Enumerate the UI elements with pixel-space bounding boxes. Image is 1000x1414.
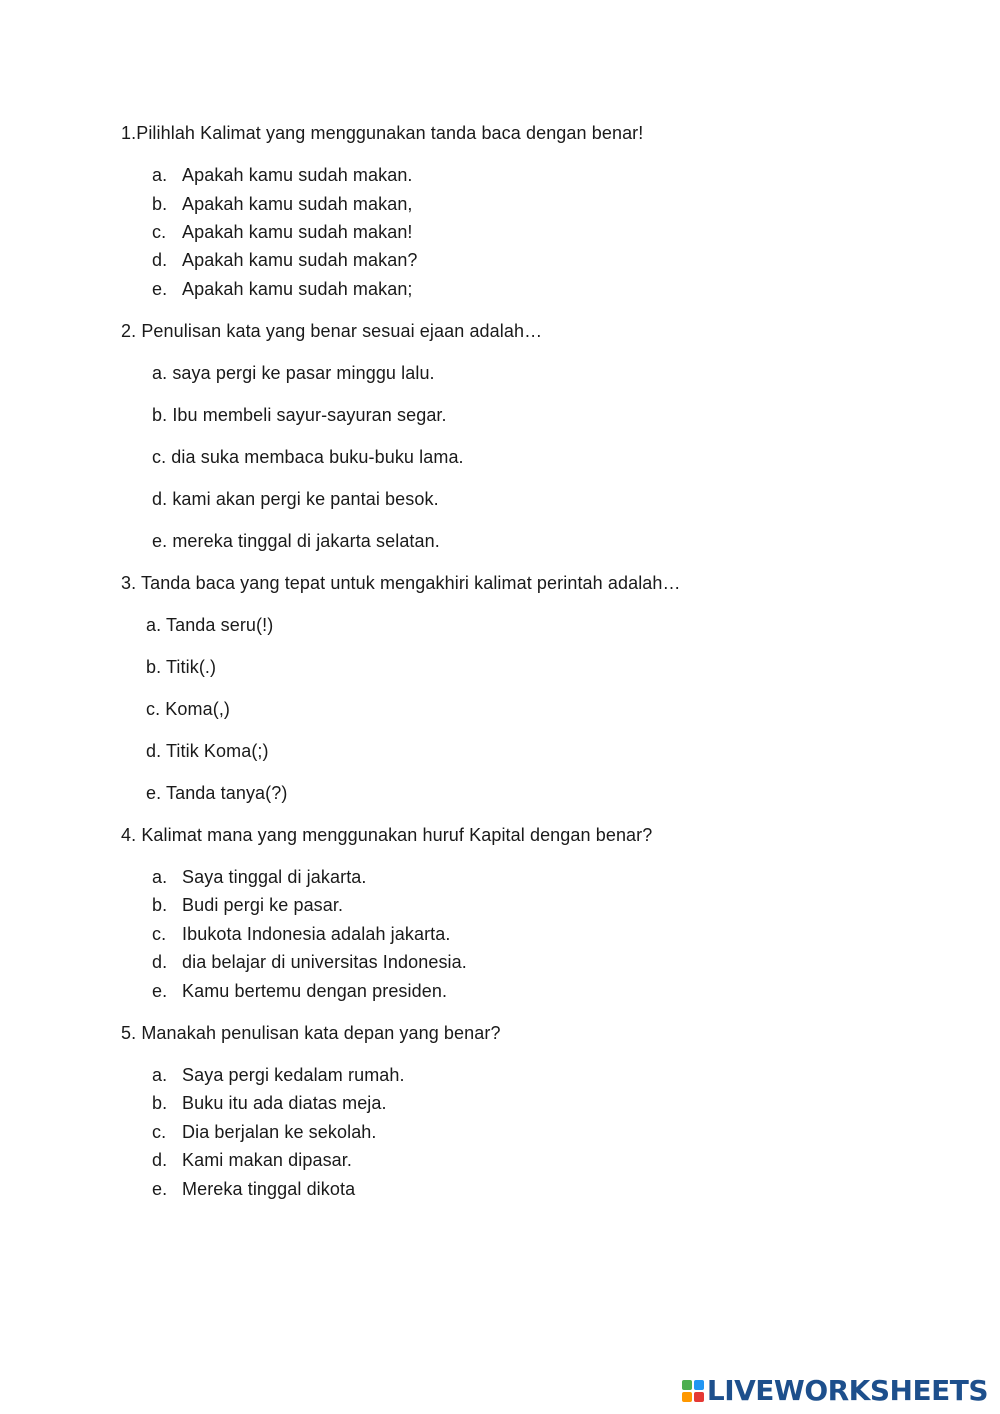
question-2-option-b[interactable]: b. Ibu membeli sayur-sayuran segar.	[152, 405, 447, 425]
option-text: Saya pergi kedalam rumah.	[182, 1065, 405, 1085]
option-text: Apakah kamu sudah makan!	[182, 222, 413, 242]
question-4-option-c[interactable]	[152, 922, 752, 946]
question-3-option-d[interactable]: d. Titik Koma(;)	[146, 741, 269, 761]
question-3-option-b[interactable]: b. Titik(.)	[146, 657, 217, 677]
question-3-prompt: 3. Tanda baca yang tepat untuk mengakhiri kalimat perintah adalah…	[121, 573, 681, 593]
liveworksheets-brand[interactable]	[682, 1374, 988, 1408]
option-letter: b.	[152, 1093, 168, 1113]
option-text: Kami makan dipasar.	[182, 1150, 352, 1170]
option-letter: a.	[152, 1065, 168, 1085]
question-2-option-c[interactable]: c. dia suka membaca buku-buku lama.	[152, 447, 464, 467]
option-letter: d.	[152, 952, 168, 972]
option-text: Apakah kamu sudah makan?	[182, 250, 418, 270]
question-5-option-d[interactable]	[152, 1148, 752, 1172]
question-1-option-c[interactable]	[152, 220, 752, 244]
question-2-option-e[interactable]: e. mereka tinggal di jakarta selatan.	[152, 531, 440, 551]
option-letter: b.	[152, 194, 168, 214]
option-letter: e.	[152, 1179, 168, 1199]
liveworksheets-logo-icon	[682, 1380, 704, 1402]
question-5-option-a[interactable]	[152, 1063, 752, 1087]
brand-name: LIVEWORKSHEETS	[706, 1374, 988, 1407]
option-text: Dia berjalan ke sekolah.	[182, 1122, 377, 1142]
question-2-option-d[interactable]: d. kami akan pergi ke pantai besok.	[152, 489, 439, 509]
question-4-option-a[interactable]	[152, 865, 752, 889]
option-text: Apakah kamu sudah makan;	[182, 279, 413, 299]
option-letter: e.	[152, 279, 168, 299]
option-text: Budi pergi ke pasar.	[182, 895, 344, 915]
logo-square	[694, 1392, 704, 1402]
option-letter: d.	[152, 250, 168, 270]
question-1-option-d[interactable]	[152, 248, 752, 272]
option-text: dia belajar di universitas Indonesia.	[182, 952, 467, 972]
question-5-option-e[interactable]	[152, 1177, 752, 1201]
option-letter: c.	[152, 222, 167, 242]
option-text: Apakah kamu sudah makan.	[182, 165, 413, 185]
option-letter: b.	[152, 895, 168, 915]
question-4-prompt: 4. Kalimat mana yang menggunakan huruf Kapital dengan benar?	[121, 825, 653, 845]
option-text: Apakah kamu sudah makan,	[182, 194, 413, 214]
question-1-option-a[interactable]	[152, 163, 752, 187]
question-4-option-b[interactable]	[152, 893, 752, 917]
option-text: Saya tinggal di jakarta.	[182, 867, 367, 887]
question-3-option-e[interactable]: e. Tanda tanya(?)	[146, 783, 288, 803]
question-2-prompt: 2. Penulisan kata yang benar sesuai ejaan adalah…	[121, 321, 543, 341]
logo-square	[682, 1380, 692, 1390]
option-letter: a.	[152, 867, 168, 887]
option-text: Buku itu ada diatas meja.	[182, 1093, 387, 1113]
question-4-option-d[interactable]	[152, 950, 752, 974]
question-1-option-b[interactable]	[152, 192, 752, 216]
question-5-prompt: 5. Manakah penulisan kata depan yang benar?	[121, 1023, 501, 1043]
question-3-option-a[interactable]: a. Tanda seru(!)	[146, 615, 274, 635]
option-letter: e.	[152, 981, 168, 1001]
option-letter: c.	[152, 1122, 167, 1142]
question-4-option-e[interactable]	[152, 979, 752, 1003]
question-5-option-c[interactable]	[152, 1120, 752, 1144]
question-1-prompt: 1.Pilihlah Kalimat yang menggunakan tanda baca dengan benar!	[121, 123, 644, 143]
option-letter: d.	[152, 1150, 168, 1170]
option-text: Ibukota Indonesia adalah jakarta.	[182, 924, 451, 944]
option-text: Kamu bertemu dengan presiden.	[182, 981, 448, 1001]
question-3-option-c[interactable]: c. Koma(,)	[146, 699, 231, 719]
logo-square	[694, 1380, 704, 1390]
option-letter: a.	[152, 165, 168, 185]
option-text: Mereka tinggal dikota	[182, 1179, 356, 1199]
question-1-option-e[interactable]	[152, 277, 752, 301]
logo-square	[682, 1392, 692, 1402]
option-letter: c.	[152, 924, 167, 944]
question-5-option-b[interactable]	[152, 1091, 752, 1115]
question-2-option-a[interactable]: a. saya pergi ke pasar minggu lalu.	[152, 363, 435, 383]
